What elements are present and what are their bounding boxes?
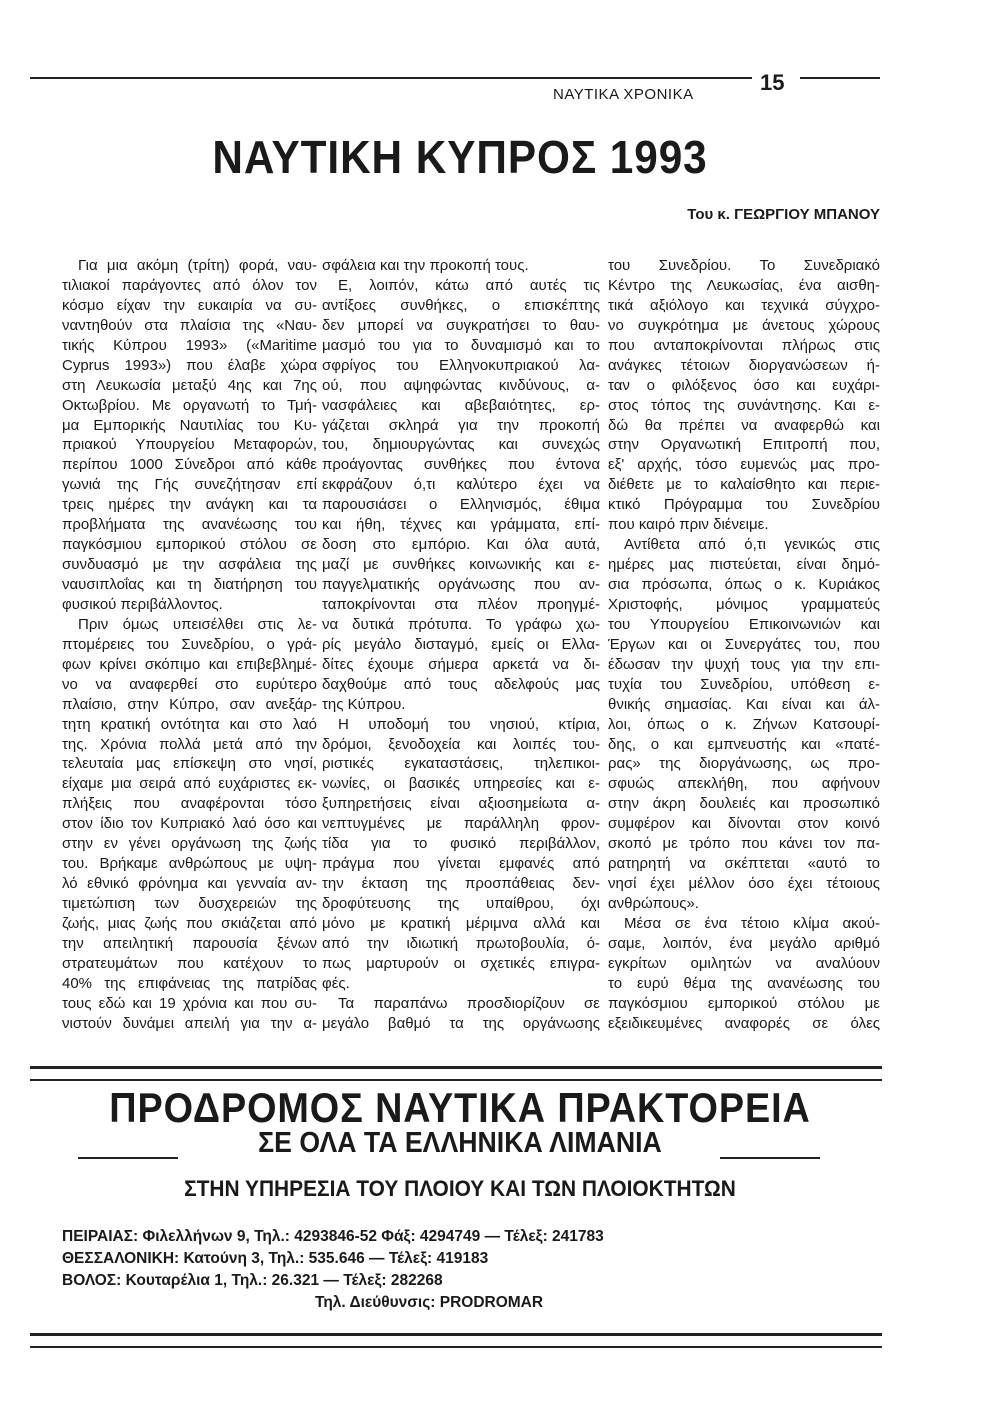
text-line: και ήθη, τέχνες και γράμματα, επί- <box>322 516 600 534</box>
text-line: προβλήματα της ανανέωσης του <box>62 516 317 534</box>
text-line: δοση στο εμπόριο. Και όλα αυτά, <box>322 536 600 554</box>
paragraph <box>608 914 880 1034</box>
paragraph <box>608 535 880 914</box>
text-line: τελευταία μας επίσκεψη στο νησί, <box>62 755 317 773</box>
text-line: Έργων και οι Συνεργάτες του, που <box>608 635 880 653</box>
text-line: συνδυασμό με την ασφάλεια της <box>62 556 317 574</box>
text-line: σφάλεια και την προκοπή τους. <box>322 257 529 274</box>
header-rule-right <box>800 77 880 79</box>
header-rule-left <box>30 77 752 79</box>
text-line: μασμό του για το δυναμισμό και το <box>322 336 600 354</box>
text-line: γωνιά της Γής συνεζήτησαν επί <box>62 476 317 494</box>
text-line: θνικής σημασίας. Και είναι και άλ- <box>608 695 880 713</box>
text-line: παρουσιάσει ο Ελληνισμός, έθιμα <box>322 496 600 514</box>
text-line: την απειλητική παρουσία ξένων <box>62 934 317 952</box>
text-line: εγκρίτων ομιλητών να αναλύουν <box>608 954 880 972</box>
text-line: τίδα για το φυσικό περιβάλλον, <box>322 835 600 853</box>
text-line: δης, ο και εμπνευστής και «πατέ- <box>608 735 880 753</box>
text-line: δρόμοι, ξενοδοχεία και λοιπές του- <box>322 735 600 753</box>
ad-tagline: ΣΤΗΝ ΥΠΗΡΕΣΙΑ ΤΟΥ ΠΛΟΙΟΥ ΚΑΙ ΤΩΝ ΠΛΟΙΟΚΤΗΤΩΝ <box>184 1176 736 1201</box>
paragraph <box>322 276 600 715</box>
text-line: φων κρίνει σκόπιμο και επιβεβλημέ- <box>62 655 317 673</box>
text-line: ναυσιπλοΐας και τη διατήρηση του <box>62 576 317 593</box>
text-line: πράγμα που γίνεται εμφανές από <box>322 855 600 873</box>
ad-top-rule-2 <box>30 1079 882 1081</box>
text-line: τους εδώ και 19 χρόνια και που συ- <box>62 994 317 1012</box>
text-line: νιστούν δυνάμει απειλή για την α- <box>62 1014 317 1032</box>
text-line: ρατηρητή να σκέπτεται «αυτό το <box>608 855 880 873</box>
text-line: τιλιακοί παράγοντες από όλον τον <box>62 276 317 294</box>
text-line: Χριστοφής, μόνιμος γραμματεύς <box>608 595 880 613</box>
text-line: κτικό Πρόγραμμα του Συνεδρίου <box>608 496 880 514</box>
text-line: ρίς μεγάλο δισταγμό, εμείς οι Ελλα- <box>322 635 600 653</box>
text-line: τρεις ημέρες την ανάγκη και τα <box>62 496 317 514</box>
text-line: του Υπουργείου Επικοινωνιών και <box>608 615 880 633</box>
text-line: παγκόσμιου εμπορικού στόλου σε <box>62 536 317 554</box>
text-line: φές. <box>322 974 350 992</box>
text-line: ανθρώπους». <box>608 895 699 912</box>
text-line: διέθετε με το καλαίσθητο και περιε- <box>608 476 880 494</box>
text-line: εξειδικευμένες αναφορές σε όλες <box>608 1014 880 1032</box>
text-line: Μέσα σε ένα τέτοιο κλίμα ακού- <box>624 914 880 932</box>
text-line: νο να αναφερθεί στο ευρύτερο <box>62 675 317 693</box>
text-line: δεν μπορεί να συγκρατήσει το θαυ- <box>322 316 600 334</box>
contact-volos: ΒΟΛΟΣ: Κουταρέλια 1, Τηλ.: 26.321 — Τέλεξ: 282268 <box>62 1272 443 1289</box>
text-line: κόσμο είχαν την ευκαιρία να συ- <box>62 296 317 314</box>
text-line: νησί έχει μέλλον όσο έχει τέτοιους <box>608 875 880 893</box>
text-line: νασφάλειες και αβεβαιότητες, ερ- <box>322 396 600 414</box>
text-line: που ανταποκρίνονται πλήρως στις <box>608 336 880 354</box>
paragraph <box>608 256 880 535</box>
text-line: λό εθνικό φρόνημα και γενναία αν- <box>62 875 317 893</box>
text-line: δώ θα πρέπει να αναφερθώ και <box>608 416 880 434</box>
text-line: τυχία του Συνεδρίου, υπόθεση ε- <box>608 675 880 693</box>
text-line: εξ' αρχής, τόσο ευμενώς μας προ- <box>608 456 880 474</box>
running-head: ΝΑΥΤΙΚΑ ΧΡΟΝΙΚΑ <box>553 86 694 103</box>
text-line: Πριν όμως υπεισέλθει στις λε- <box>78 615 317 633</box>
text-line: του Συνεδρίου. Το Συνεδριακό <box>608 257 880 274</box>
text-line: Οκτωβρίου. Με οργανωτή το Τμή- <box>62 396 317 414</box>
text-line: παγγελματικής οργάνωσης που αν- <box>322 576 600 593</box>
text-line: σια πρόσωπα, όπως ο κ. Κυριάκος <box>608 576 880 593</box>
text-line: ταν ο φιλόξενος όσο και ευχάρι- <box>608 376 880 394</box>
text-line: δαχθούμε από τους αδελφούς μας <box>322 675 600 693</box>
article-column-2 <box>322 256 600 1034</box>
text-line: λοι, όπως ο κ. Ζήνων Κατσουρί- <box>608 715 880 733</box>
ad-title: ΠΡΟΔΡΟΜΟΣ ΝΑΥΤΙΚΑ ΠΡΑΚΤΟΡΕΙΑ <box>109 1084 811 1131</box>
text-line: σφυώς απεκλήθη, που αφήνουν <box>608 775 880 793</box>
text-line: νεπτυγμένες με παράλληλη φρον- <box>322 815 600 833</box>
text-line: Τα παραπάνω προσδιορίζουν σε <box>338 994 600 1012</box>
text-line: Ε, λοιπόν, κάτω από αυτές τις <box>338 276 600 294</box>
text-line: προάγοντας συνθήκες που έντονα <box>322 456 600 474</box>
text-line: του, δημιουργώντας και συνεχώς <box>322 436 600 454</box>
text-line: παγκόσμιου εμπορικού στόλου με <box>608 994 880 1012</box>
text-line: στη Λευκωσία μεταξύ 4ης και 7ης <box>62 376 317 394</box>
text-line: στην άκρη δουλειές και προσωπικό <box>608 795 880 813</box>
text-line: στρατευμάτων που κατέχουν το <box>62 954 317 972</box>
text-line: μα Εμπορικής Ναυτιλίας του Κυ- <box>62 416 317 434</box>
article-column-1 <box>62 256 317 1034</box>
text-line: Κέντρο της Λευκωσίας, ένα αισθη- <box>608 276 880 294</box>
paragraph <box>322 256 600 276</box>
text-line: είχαμε μια σειρά από ευχάριστες εκ- <box>62 775 317 793</box>
text-line: της Κύπρου. <box>322 695 406 713</box>
article-title: ΝΑΥΤΙΚΗ ΚΥΠΡΟΣ 1993 <box>212 131 708 183</box>
text-line: τικά αξιόλογο και τεχνικά σύγχρο- <box>608 296 880 314</box>
text-line: στον ίδιο τον Κυπριακό λαό όσο και <box>62 815 317 833</box>
paragraph <box>62 256 317 615</box>
text-line: ανάγκες τέτοιων διοργανώσεων ή- <box>608 356 880 374</box>
text-line: το ευρύ θέμα της ανανέωσης του <box>608 974 880 992</box>
text-line: μόνο με κρατική μέριμνα αλλά και <box>322 914 600 932</box>
text-line: συμφέρον και δίνονται στον κοινό <box>608 815 880 833</box>
text-line: τιμετώπιση των δυσχερειών της <box>62 895 317 912</box>
text-line: σκοπό με τρόπο που κάνει τον πα- <box>608 835 880 853</box>
text-line: ημέρες μας πιστεύεται, είναι δημό- <box>608 556 880 574</box>
text-line: εκφράζουν ό,τι καλύτερο έχει να <box>322 476 600 494</box>
text-line: ξυπηρετήσεις είναι αξιοσημείωτα α- <box>322 795 600 813</box>
text-line: σαμε, λοιπόν, ένα μεγάλο αριθμό <box>608 934 880 952</box>
text-line: δίτες έχουμε σήμερα αρκετά να δι- <box>322 655 600 673</box>
ad-top-rule-1 <box>30 1066 882 1069</box>
text-line: που καιρό πριν διένειμε. <box>608 516 769 534</box>
text-line: Αντίθετα από ό,τι γενικώς στις <box>624 536 880 554</box>
text-line: περίπου 1000 Σύνεδροι από κάθε <box>62 456 317 474</box>
text-line: δροφύτευσης της υπαίθρου, όχι <box>322 895 600 912</box>
paragraph <box>62 615 317 1034</box>
bottom-rule-2 <box>30 1346 882 1348</box>
text-line: του. Βρήκαμε ανθρώπους με υψη- <box>62 855 317 873</box>
text-line: ού, που αψηφώντας κινδύνους, α- <box>322 376 600 394</box>
text-line: πως μαρτυρούν οι σχετικές επιγρα- <box>322 954 600 972</box>
text-line: μαζί με συνθήκες κοινωνικής και ε- <box>322 556 600 574</box>
text-line: ριστικές εγκαταστάσεις, τηλεπικοι- <box>322 755 600 773</box>
text-line: Cyprus 1993») που έλαβε χώρα <box>62 356 317 374</box>
text-line: σφρίγος του Ελληνοκυπριακού λα- <box>322 356 600 374</box>
article-column-3 <box>608 256 880 1034</box>
byline: Του κ. ΓΕΩΡΓΙΟΥ ΜΠΑΝΟΥ <box>687 206 880 223</box>
text-line: ναντηθούν στα πλαίσια της «Ναυ- <box>62 316 317 334</box>
text-line: Για μια ακόμη (τρίτη) φορά, ναυ- <box>78 257 317 274</box>
text-line: να δυτικά πρότυπα. Το γράφω χω- <box>322 615 600 633</box>
text-line: μεγάλο βαθμό τα της οργάνωσης <box>322 1014 600 1032</box>
text-line: από την ιδιωτική πρωτοβουλία, ό- <box>322 934 600 952</box>
text-line: ρας» της διοργάνωσης, ως προ- <box>608 755 880 773</box>
text-line: στην Οργανωτική Επιτροπή που, <box>608 436 880 454</box>
page-number: 15 <box>760 70 785 95</box>
text-line: Η υποδομή του νησιού, κτίρια, <box>338 715 600 733</box>
bottom-rule-1 <box>30 1333 882 1336</box>
ad-subtitle: ΣΕ ΟΛΑ ΤΑ ΕΛΛΗΝΙΚΑ ΛΙΜΑΝΙΑ <box>258 1127 662 1159</box>
text-line: στος τόπος της συνάντησης. Και ε- <box>608 396 880 414</box>
text-line: πτομέρειες του Συνεδρίου, ο γρά- <box>62 635 317 653</box>
text-line: της. Χρόνια πολλά μετά από την <box>62 735 317 753</box>
paragraph <box>322 994 600 1034</box>
text-line: νωνίες, οι βασικές υπηρεσίες και ε- <box>322 775 600 793</box>
paragraph <box>322 715 600 994</box>
text-line: στην εν γένει οργάνωση της ζωής <box>62 835 317 853</box>
text-line: έδωσαν την ψυχή τους για την επι- <box>608 655 880 673</box>
contact-thessaloniki: ΘΕΣΣΑΛΟΝΙΚΗ: Κατούνη 3, Τηλ.: 535.646 — Τέλεξ: 419183 <box>62 1250 489 1267</box>
text-line: φυσικού περιβάλλοντος. <box>62 595 223 613</box>
text-line: γάζεται σκληρά για την προκοπή <box>322 416 600 434</box>
text-line: πριακού Υπουργείου Μεταφορών, <box>62 436 317 454</box>
text-line: 40% της επιφάνειας της πατρίδας <box>62 974 317 992</box>
text-line: πλαίσιο, στην Κύπρο, σαν ανεξάρ- <box>62 695 317 713</box>
ad-subtitle-rule-right <box>720 1157 820 1159</box>
text-line: νο συγκρότημα με άνετους χώρους <box>608 316 880 334</box>
text-line: ζωής, μιας ζωής που σκιάζεται από <box>62 914 317 932</box>
text-line: τητη κρατική οντότητα και στο λαό <box>62 715 317 733</box>
cable-address: Τηλ. Διεύθυνσις: PRODROMAR <box>315 1294 544 1311</box>
text-line: πλήξεις που αναφέρονται τόσο <box>62 795 317 813</box>
text-line: ταποκρίνονται στα πλέον προηγμέ- <box>322 595 600 613</box>
text-line: τικής Κύπρου 1993» («Maritime <box>62 336 317 354</box>
text-line: αντίξοες συνθήκες, ο επισκέπτης <box>322 296 600 314</box>
text-line: την έκταση της προσπάθειας δεν- <box>322 875 600 893</box>
contact-piraeus: ΠΕΙΡΑΙΑΣ: Φιλελλήνων 9, Τηλ.: 4293846-52 Φάξ: 4294749 — Τέλεξ: 241783 <box>62 1228 604 1245</box>
